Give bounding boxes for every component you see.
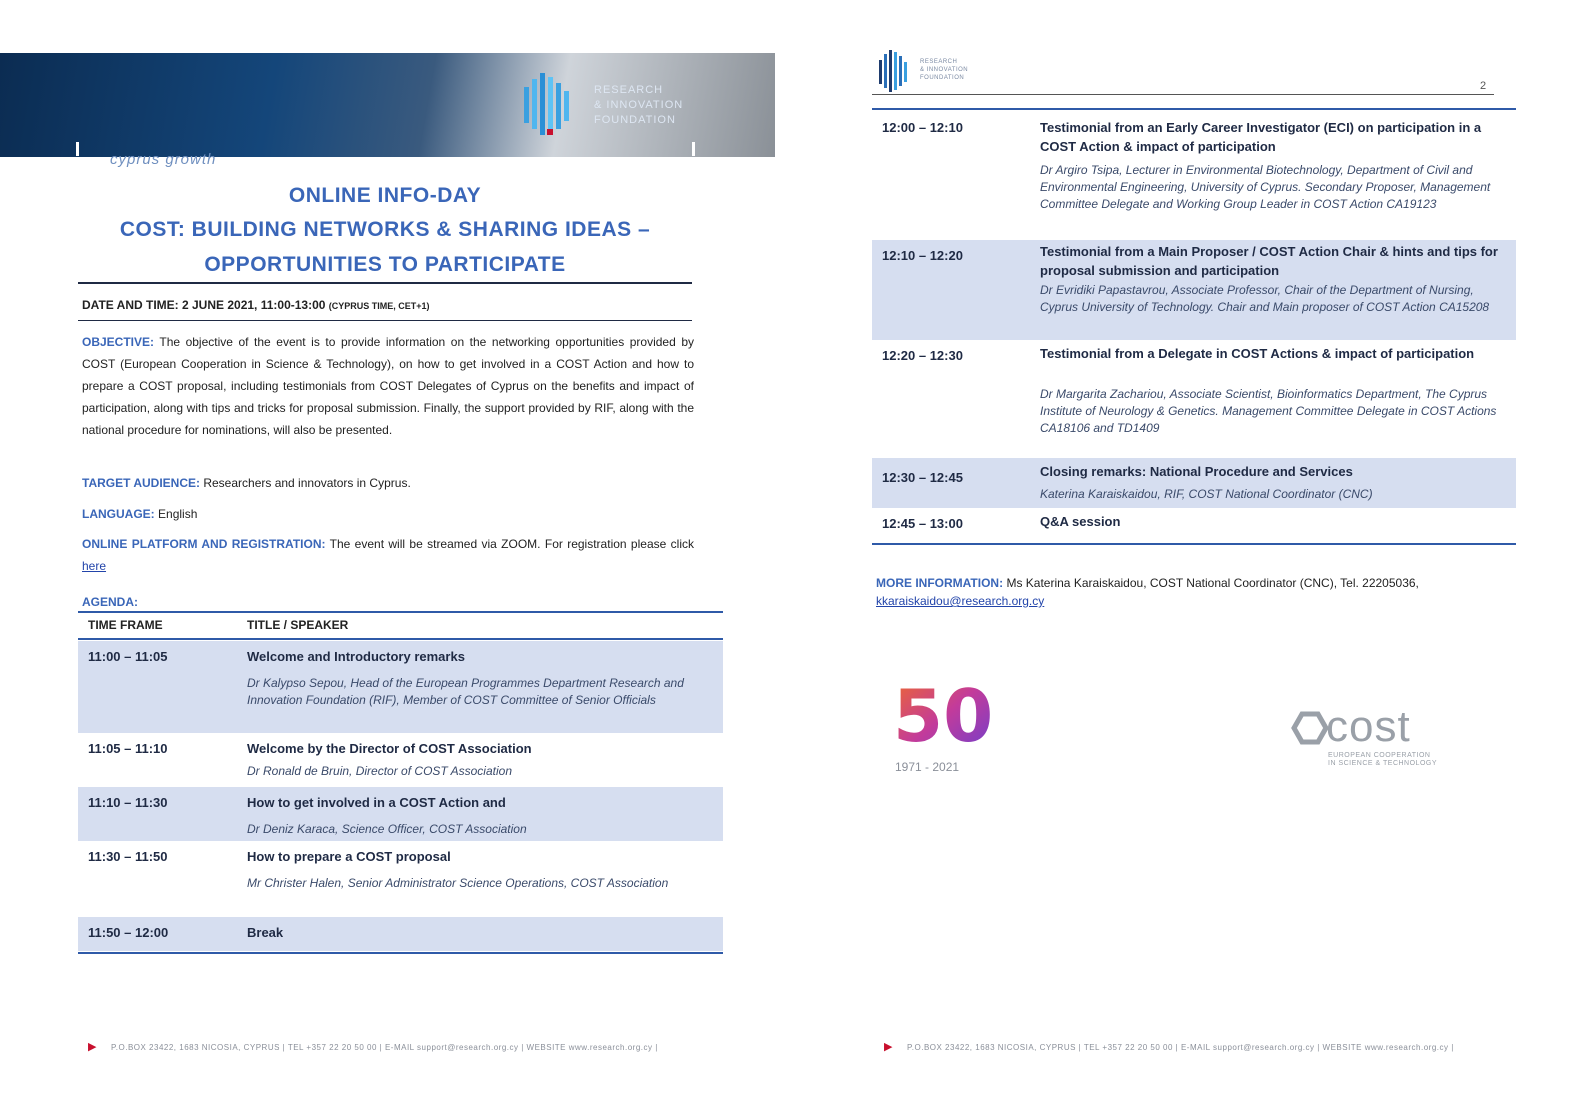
header-banner [0,53,775,168]
table-row: 11:10 – 11:30 How to get involved in a COST Action and Dr Deniz Karaca, Science Officer, COST Association [78,787,723,841]
table-row: 11:00 – 11:05 Welcome and Introductory remarks Dr Kalypso Sepou, Head of the European Programmes Department Research and Innovation Foundation (RIF), Member of COST Committee of Senior Officials [78,641,723,733]
date-rule [78,320,692,321]
agenda-header-rule [78,638,723,640]
table-row: 11:05 – 11:10 Welcome by the Director of COST Association Dr Ronald de Bruin, Director of COST Association [88,741,532,778]
agenda-top-rule [78,611,723,613]
svg-text:50: 50 [893,674,994,758]
platform-paragraph: ONLINE PLATFORM AND REGISTRATION: The event will be streamed via ZOOM. For registration please click here [82,537,694,573]
page-footer: ▶ P.O.BOX 23422, 1683 NICOSIA, CYPRUS | TEL +357 22 20 50 00 | E-MAIL support@research.org.cy | WEBSITE www.research.org.cy | [884,1041,1454,1053]
date-line: DATE AND TIME: 2 JUNE 2021, 11:00-13:00 (CYPRUS TIME, CET+1) [82,298,430,312]
agenda-header-title: TITLE / SPEAKER [247,618,349,632]
rif-logo-text: RESEARCH & INNOVATION FOUNDATION [594,84,684,126]
rif-logo-icon [522,73,578,135]
cost-wordmark: cost [1326,702,1411,751]
language-line: LANGUAGE: English [82,507,198,521]
cyprus-growth-logo: cyprus growth [110,151,217,168]
page-number: 2 [1480,80,1487,92]
cost-tagline: EUROPEAN COOPERATION IN SCIENCE & TECHNOLOGY [1328,752,1438,767]
rif-logo-text: RESEARCH & INNOVATION FOUNDATION [920,59,969,81]
table-row: 12:10 – 12:20 Testimonial from a Main Proposer / COST Action Chair & hints and tips for proposal submission and participation Dr Evridiki Papastavrou, Associate Professor, Chair of the Department of Nursing, Cyprus University of Technology. Chair and Main proposer of COST Action CA15208 [872,240,1516,340]
registration-link[interactable]: here [82,559,107,573]
table-row: 11:50 – 12:00 Break [78,917,723,951]
objective-paragraph: OBJECTIVE: The objective of the event is to provide information on the networking opportunities provided by COST (European Cooperation in Science & Technology), on how to get involved in a COST Action and how to prepare a COST proposal, including testimonials from COST Delegates of Cyprus on the benefits and impact of participation, along with tips and tricks for proposal submission. Finally, the support provided by RIF, along with the national procedure for nominations, will also be presented. [82,335,694,437]
table-row: 12:00 – 12:10 Testimonial from an Early Career Investigator (ECI) on participation in a COST Action & impact of participation Dr Argiro Tsipa, Lecturer in Environmental Biotechnology, Department of Civil and Environmental Engineering, University of Cyprus. Secondary Proposer, Management Committee Delegate and Working Group Leader in COST Action CA19123 [882,120,1491,211]
table-row: 11:30 – 11:50 How to prepare a COST proposal Mr Christer Halen, Senior Administrator Science Operations, COST Association [88,849,669,890]
more-information: MORE INFORMATION: Ms Katerina Karaiskaidou, COST National Coordinator (CNC), Tel. 22205036, kkaraiskaidou@research.org.cy [876,576,1419,608]
table-row: 12:30 – 12:45 Closing remarks: National Procedure and Services Katerina Karaiskaidou, RIF, COST National Coordinator (CNC) [872,458,1516,508]
footer-arrow-icon: ▶ [884,1041,893,1053]
badge-years: 1971 - 2021 [895,760,960,774]
table-row: 12:20 – 12:30 Testimonial from a Delegate in COST Actions & impact of participation Dr Margarita Zachariou, Associate Scientist, Bioinformatics Department, The Cyprus Institute of Neurology & Genetics. Management Committee Delegate in COST Actions CA18106 and TD1409 [882,346,1497,435]
agenda-header-time: TIME FRAME [88,618,163,632]
agenda-label: AGENDA: [82,595,138,609]
table-row: 12:45 – 13:00 Q&A session [882,514,1121,531]
banner-tick [76,142,79,156]
contact-email-link[interactable]: kkaraiskaidou@research.org.cy [876,594,1045,608]
page-title-line-3: OPPORTUNITIES TO PARTICIPATE [204,253,566,276]
page-title-line-2: COST: BUILDING NETWORKS & SHARING IDEAS – [119,218,651,241]
footer-arrow-icon: ▶ [88,1041,97,1053]
rif-logo-icon [878,50,918,92]
banner-tick [692,142,695,156]
header-rule [872,94,1494,95]
agenda-bottom-rule [872,543,1516,545]
cost-50-anniversary-logo [893,674,994,758]
audience-line: TARGET AUDIENCE: Researchers and innovators in Cyprus. [82,476,411,490]
agenda-bottom-rule [78,952,723,954]
page-title-line-1: ONLINE INFO-DAY [288,184,482,207]
title-rule [78,282,692,284]
agenda-top-rule [872,108,1516,110]
page-footer: ▶ P.O.BOX 23422, 1683 NICOSIA, CYPRUS | TEL +357 22 20 50 00 | E-MAIL support@research.org.cy | WEBSITE www.research.org.cy | [88,1041,658,1053]
